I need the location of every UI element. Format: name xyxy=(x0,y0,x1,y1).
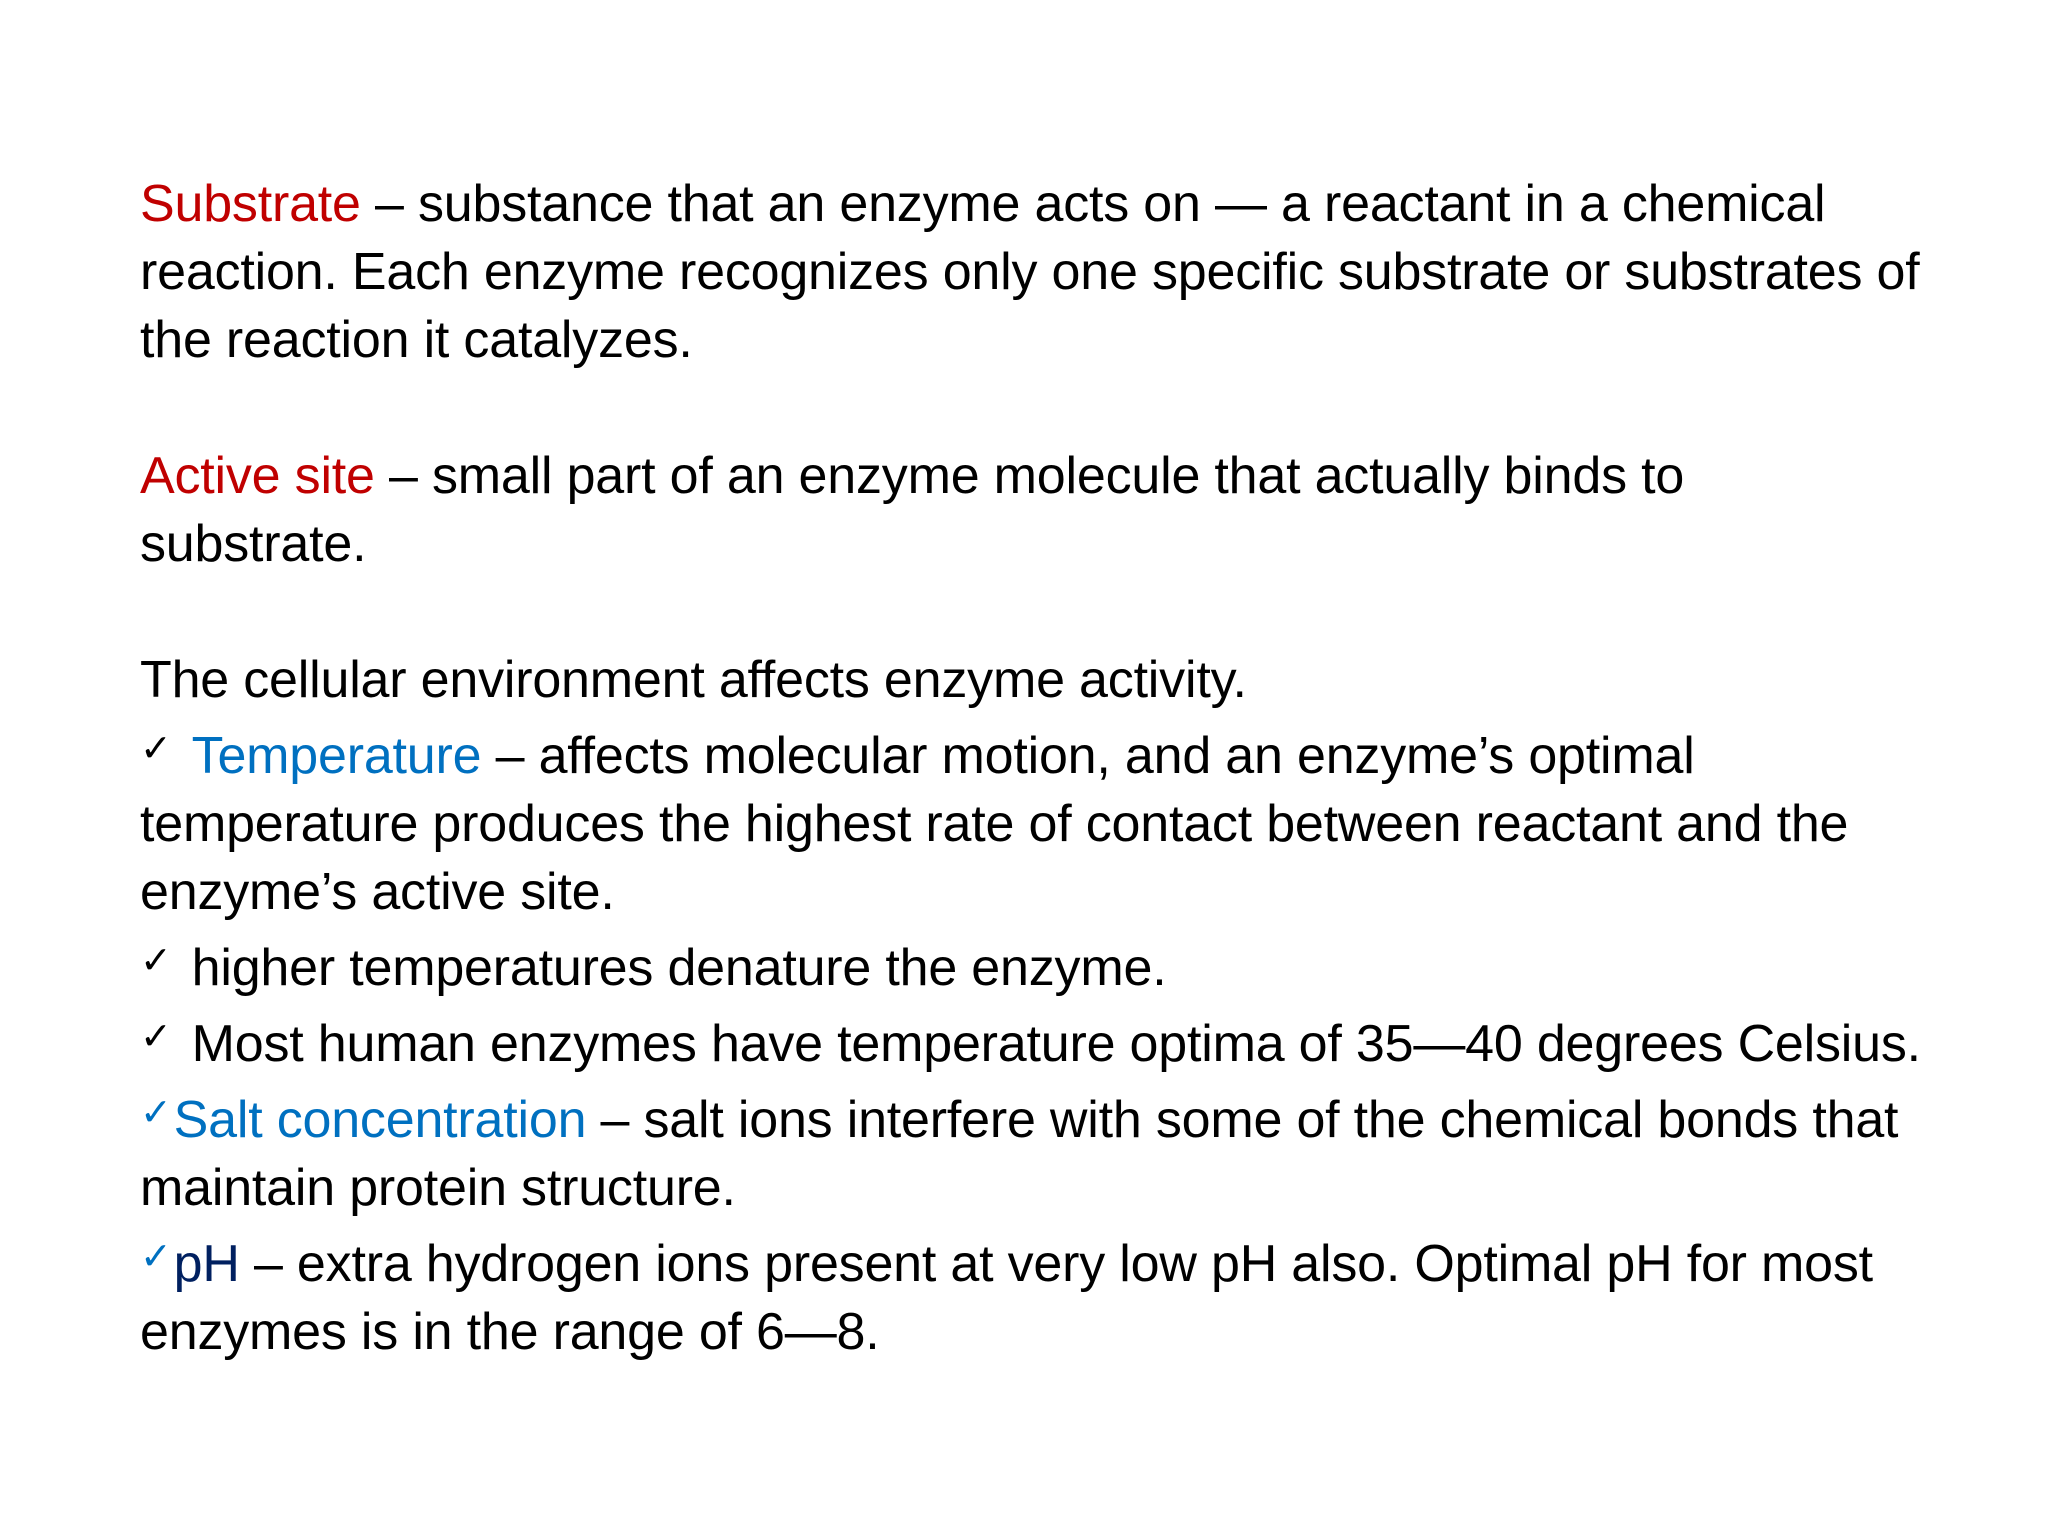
salt-bullet-line-1 xyxy=(140,1078,2040,1154)
checkmark-icon: ✓ xyxy=(140,1090,172,1134)
spacer xyxy=(140,578,2040,646)
ph-text: – extra hydrogen ions present at very low pH also. Optimal pH for most xyxy=(239,1235,1873,1293)
temperature-text: – affects molecular motion, and an enzyme’s optimal xyxy=(481,727,1695,785)
denature-bullet xyxy=(140,926,2040,1002)
checkmark-icon: ✓ xyxy=(140,1234,172,1278)
temperature-term: Temperature xyxy=(191,727,482,785)
ph-bullet-line-1 xyxy=(140,1222,2040,1298)
optima-bullet xyxy=(140,1002,2040,1078)
active-site-definition-line-1 xyxy=(140,442,2040,510)
temperature-bullet-line-3: enzyme’s active site. xyxy=(140,863,615,921)
ph-term: pH xyxy=(173,1235,240,1293)
environment-heading: The cellular environment affects enzyme activity. xyxy=(140,651,1247,709)
temperature-bullet-line-1 xyxy=(140,714,2040,790)
temperature-bullet-line-2: temperature produces the highest rate of contact between reactant and the xyxy=(140,795,1849,853)
ph-bullet-line-2: enzymes is in the range of 6—8. xyxy=(140,1303,880,1361)
substrate-term: Substrate xyxy=(140,175,361,233)
denature-text: higher temperatures denature the enzyme. xyxy=(191,939,1167,997)
substrate-definition-line-1 xyxy=(140,170,2040,238)
salt-text: – salt ions interfere with some of the chemical bonds that xyxy=(586,1091,1899,1149)
salt-term: Salt concentration xyxy=(173,1091,587,1149)
checkmark-icon: ✓ xyxy=(140,938,172,982)
active-site-definition-line-2: substrate. xyxy=(140,515,367,573)
active-site-term: Active site xyxy=(140,447,375,505)
substrate-definition-line-3: the reaction it catalyzes. xyxy=(140,311,693,369)
slide-content xyxy=(140,170,2040,1366)
salt-bullet-line-2: maintain protein structure. xyxy=(140,1159,736,1217)
substrate-text: – substance that an enzyme acts on — a reactant in a chemical xyxy=(360,175,1826,233)
checkmark-icon: ✓ xyxy=(140,726,172,770)
spacer xyxy=(140,374,2040,442)
substrate-definition-line-2: reaction. Each enzyme recognizes only one specific substrate or substrates of xyxy=(140,243,1920,301)
active-site-text: – small part of an enzyme molecule that actually binds to xyxy=(374,447,1685,505)
optima-text: Most human enzymes have temperature optima of 35—40 degrees Celsius. xyxy=(191,1015,1921,1073)
checkmark-icon: ✓ xyxy=(140,1014,172,1058)
